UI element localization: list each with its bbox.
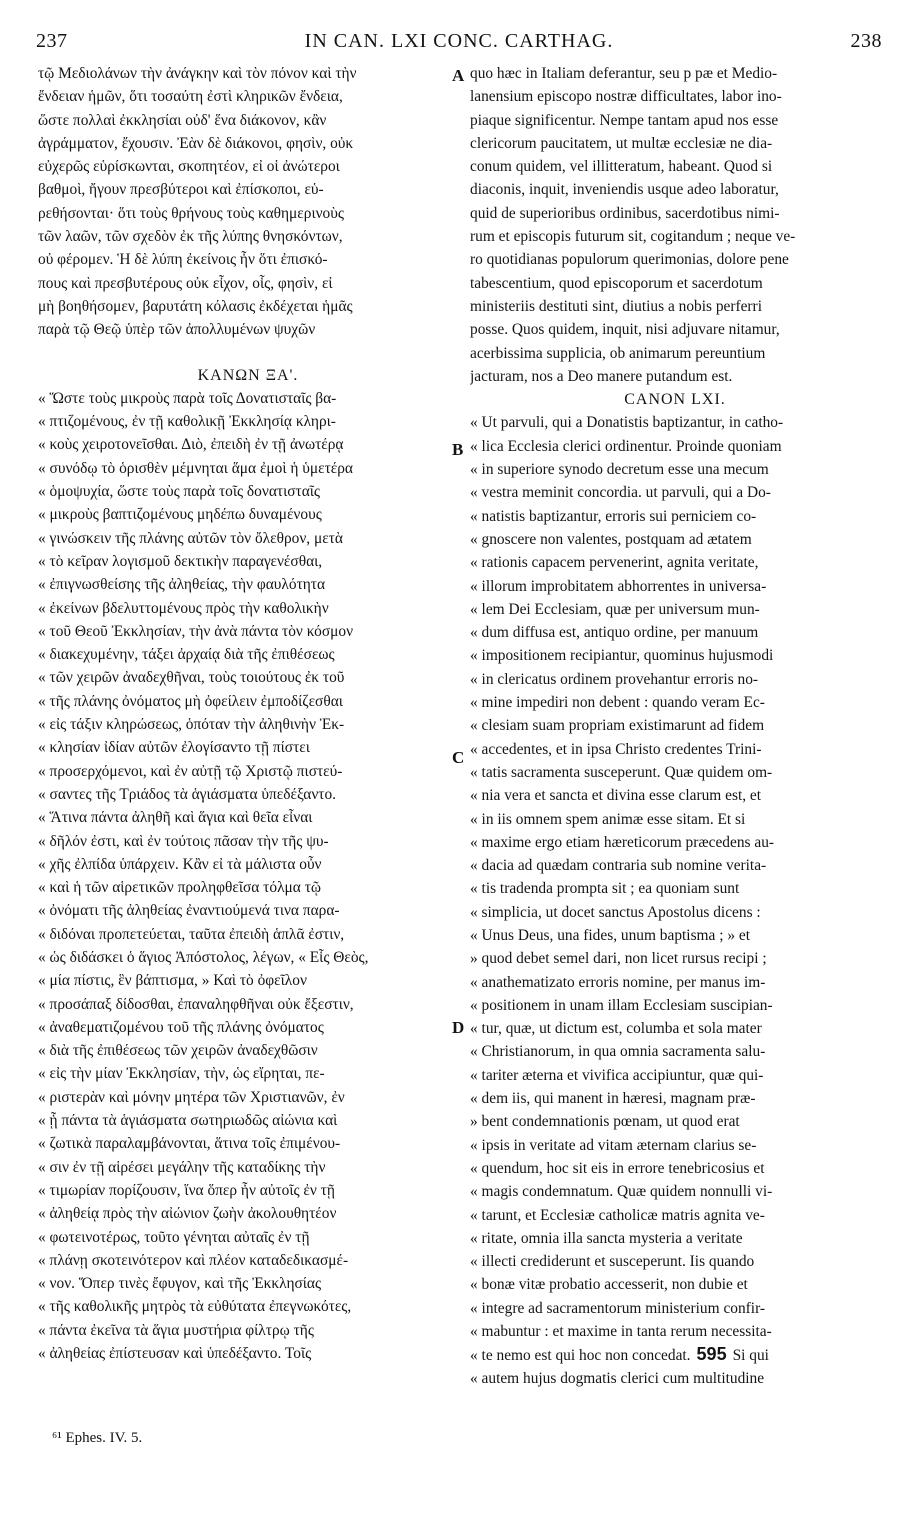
latin-text-line: « tur, quæ, ut dictum est, columba et sola mater [470,1020,762,1038]
margin-letter-b: B [452,440,464,459]
greek-text-line: « φωτεινοτέρως, τοῦτο γένηται αὐταῖς ἐν τῇ [38,1228,310,1246]
greek-text-line: « τιμωρίαν πορίζουσιν, ἵνα ὅπερ ἦν αὐτοῖς ἐν τῇ [38,1181,335,1199]
greek-text-line: « ζωτικὰ παραλαμβάνονται, ἅτινα τοῖς ἐπιμένου- [38,1135,341,1153]
latin-text-line: rum et episcopis futurum sit, cogitandum ; neque ve- [470,228,796,246]
greek-text-line: « προσάπαξ δίδοσθαι, ἐπαναληφθῆναι οὐκ ἔξεστιν, [38,995,354,1013]
greek-text-line: « νον. Ὅπερ τινὲς ἔφυγον, καὶ τῆς Ἐκκλησίας [38,1275,322,1293]
latin-text-line: clericorum paucitatem, ut multæ ecclesiæ ne dia- [470,134,773,152]
greek-text-line: « τὸ κεῖραν λογισμοῦ δεκτικὴν παραγενέσθαι, [38,552,323,570]
latin-text-line: « tatis sacramenta susceperunt. Quæ quidem om- [470,763,773,781]
greek-text-line: « δῆλόν ἐστι, καὶ ἐν τούτοις πᾶσαν τὴν τῆς ψυ- [38,832,329,850]
greek-text-line: « ἀναθεματιζομένου τοῦ τῆς πλάνης ὀνόματος [38,1018,324,1036]
greek-text-line: βαθμοὶ, ἤγουν πρεσβύτεροι καὶ ἐπίσκοποι, εὑ- [38,181,324,199]
page-number-left: 237 [36,30,68,52]
latin-text-line: » bent condemnationis pœnam, ut quod erat [470,1113,740,1131]
latin-text-line: « dum diffusa est, antiquo ordine, per manuum [470,624,759,642]
latin-text-line: « natistis baptizantur, erroris sui perniciem co- [470,507,757,525]
latin-text-line: » quod debet semel dari, non licet rursus recipi ; [470,950,767,968]
latin-text-line: « in clericatus ordinem provehantur erroris no- [470,670,759,688]
latin-text-line: « illorum improbitatem abhorrentes in universa- [470,577,767,595]
latin-text-line: « illecti crediderunt et susceperunt. Iis quando [470,1253,755,1271]
greek-text-line: « τῆς καθολικῆς μητρὸς τὰ εὐθύτατα ἐπεγνωκότες, [38,1298,352,1316]
greek-text-line: « κλησίαν ἰδίαν αὐτῶν ἐλογίσαντο τῇ πίστει [38,739,310,757]
latin-text-line: jacturam, nos a Deo manere putandum est. [470,367,733,385]
greek-text-line: ἔνδειαν ἡμῶν, ὅτι τοσαύτη ἐστὶ κληρικῶν ἔνδεια, [38,88,343,106]
latin-text-line: « lica Ecclesia clerici ordinentur. Proinde quoniam [470,437,782,455]
latin-text-line: « gnoscere non valentes, postquam ad ætatem [470,530,752,548]
latin-text-line: « mine impediri non debent : quando veram Ec- [470,694,765,712]
latin-text-line: « maxime ergo etiam hæreticorum præcedens au- [470,833,775,851]
greek-text-line [38,342,458,364]
greek-text-line: « διακεχυμένην, τάξει ἀρχαίᾳ διὰ τῆς ἐπιθέσεως [38,646,335,664]
latin-text-line: ro quotidianas populorum querimonias, dolore pene [470,251,789,269]
latin-text-line: diaconis, inquit, inveniendis usque adeo laboratur, [470,181,779,199]
greek-text-line: « ἐπιγνωσθείσης τῆς ἀληθείας, τὴν φαυλότητα [38,576,326,594]
greek-text-line: « πάντα ἐκεῖνα τὰ ἅγια μυστήρια φίλτρῳ τῆς [38,1321,314,1339]
latin-text-line: « positionem in unam illam Ecclesiam suscipian- [470,996,773,1014]
greek-text-line: « διὰ τῆς ἐπιθέσεως τῶν χειρῶν ἀναδεχθῶσιν [38,1042,318,1060]
greek-text-line: ἀγράμματον, ἔχουσιν. Ἐὰν δὲ διάκονοι, φησὶν, οὐκ [38,134,354,152]
latin-text-line [470,1343,880,1366]
greek-text-line: « ἀληθείᾳ πρὸς τὴν αἰώνιον ζωὴν ἀκολουθητέον [38,1205,337,1223]
latin-text-line: « Christianorum, in qua omnia sacramenta salu- [470,1043,766,1061]
greek-text-line: « γινώσκειν τῆς πλάνης αὐτῶν τὸν ὄλεθρον, μετὰ [38,529,343,547]
greek-text-line: « προσερχόμενοι, καὶ ἐν αὐτῇ τῷ Χριστῷ πιστεύ- [38,762,343,780]
greek-text-line: « σιν ἐν τῇ αἱρέσει μεγάλην τῆς καταδίκης τὴν [38,1158,326,1176]
latin-text-line: « magis condemnatum. Quæ quidem nonnulli vi- [470,1183,773,1201]
greek-text-line: ρεθήσονται· ὅτι τοὺς θρήνους τοὺς καθημερινοὺς [38,204,344,222]
greek-text-line: « ᾗ πάντα τὰ ἁγιάσματα σωτηριωδῶς αἰώνια καὶ [38,1112,338,1130]
latin-text-line: quid de superioribus ordinibus, sacerdotibus nimi- [470,204,780,222]
greek-text-line: « καὶ ἡ τῶν αἱρετικῶν προληφθεῖσα τόλμα τῷ [38,879,322,897]
latin-text-line: « nia vera et sancta et divina esse clarum est, et [470,787,762,805]
latin-text-line: « Unus Deus, una fides, unum baptisma ; » et [470,926,750,944]
greek-text-line: « τῆς πλάνης ὀνόματος μὴ ὀφείλειν ἐμποδίζεσθαι [38,692,343,710]
latin-text-line: tabescentium, quod episcoporum et sacerdotum [470,274,763,292]
greek-column [38,62,458,1365]
latin-text-line: « vestra meminit concordia. ut parvuli, qui a Do- [470,484,771,502]
greek-text-line: « ὀνόματι τῆς ἀληθείας ἐναντιούμενά τινα παρα- [38,902,340,920]
greek-text-line: « τῶν χειρῶν ἀναδεχθῆναι, τοὺς τοιούτους ἐκ τοῦ [38,669,345,687]
latin-text-line: « tarunt, et Ecclesiæ catholicæ matris agnita ve- [470,1206,765,1224]
latin-text-line: « bonæ vitæ probatio accesserit, non dubie et [470,1276,748,1294]
greek-text-line: « εἰς τὴν μίαν Ἐκκλησίαν, τὴν, ὡς εἴρηται, πε- [38,1065,325,1083]
latin-text-line: lanensium episcopo nostræ difficultates, labor ino- [470,88,782,106]
footnote: ⁶¹ Ephes. IV. 5. [52,1430,143,1446]
margin-letter-c: C [452,748,465,767]
latin-text-line: conum quidem, vel illitteratum, habeant. Quod si [470,158,773,176]
latin-text-line: « dem iis, qui manent in hæresi, magnam præ- [470,1090,756,1108]
greek-text-line: « συνόδῳ τὸ ὁρισθὲν μέμνηται ἅμα ἐμοὶ ἡ ὑμετέρα [38,459,353,477]
latin-text-line: quo hæc in Italiam deferantur, seu p pæ et Medio- [470,65,778,82]
latin-text-line: « Ut parvuli, qui a Donatistis baptizantur, in catho- [470,414,784,432]
greek-text-line: οὐ φέρομεν. Ἡ δὲ λύπη ἐκείνοις ἦν ὅτι ἐπισκό- [38,251,328,269]
greek-text-line: « μία πίστις, ἓν βάπτισμα, » Καὶ τὸ ὀφεῖλον [38,972,307,990]
greek-text-line: παρὰ τῷ Θεῷ ὑπὲρ τῶν ἀπολλυμένων ψυχῶν [38,321,316,339]
canon-heading-greek: ΚΑΝΩΝ ΞΑ'. [197,366,299,384]
greek-text-line: τῶν λαῶν, τῶν σχεδὸν ἐκ τῆς λύπης θνησκόντων, [38,228,343,246]
latin-text-line: « integre ad sacramentorum ministerium confir- [470,1299,766,1317]
latin-text-line: « tis tradenda prompta sit ; ea quoniam sunt [470,880,740,898]
latin-text-line: « simplicia, ut docet sanctus Apostolus dicens : [470,903,761,921]
latin-text-line: « in superiore synodo decretum esse una mecum [470,461,769,479]
latin-text-line: « anathematizato erroris nomine, per manus im- [470,973,766,991]
latin-text-line: « dacia ad quædam contraria sub nomine verita- [470,857,767,875]
latin-text-line: « accedentes, et in ipsa Christo credentes Trini- [470,740,762,758]
page-number-right: 238 [850,30,882,52]
page-header [36,30,882,60]
latin-line-tail: Si qui [732,1347,769,1365]
latin-text-line: « rationis capacem pervenerint, agnita veritate, [470,554,759,572]
greek-text-line: « πτιζομένους, ἐν τῇ καθολικῇ Ἐκκλησίᾳ κληρι- [38,413,336,431]
latin-text-line: « autem hujus dogmatis clerici cum multitudine [470,1369,765,1387]
greek-text-line: « διδόναι προπετεύεται, ταῦτα ἐπειδὴ ἁπλᾶ ἐστιν, [38,925,345,943]
latin-text-line: « ritate, omnia illa sancta mysteria a veritate [470,1229,743,1247]
greek-text-line: « ὡς διδάσκει ὁ ἅγιος Ἀπόστολος, λέγων, « Εἷς Θεὸς, [38,948,369,966]
greek-text-line: « κοὺς χειροτονεῖσθαι. Διὸ, ἐπειδὴ ἐν τῇ ἀνωτέρᾳ [38,436,344,454]
latin-text-line: ministeriis destituti sint, diutius a nobis perferri [470,297,762,315]
latin-text-line: « lem Dei Ecclesiam, quæ per universum mun- [470,600,760,618]
latin-text-line: « quendum, hoc sit eis in errore tenebricosius et [470,1159,765,1177]
latin-text-line: « clesiam suam propriam existimarunt ad fidem [470,717,765,735]
greek-text-line: « Ἅτινα πάντα ἀληθῆ καὶ ἅγια καὶ θεῖα εἶναι [38,809,313,827]
latin-line-main: « te nemo est qui hoc non concedat. [470,1347,691,1365]
canon-heading-latin: CANON LXI. [624,391,726,409]
greek-text-line: « ριστερὰν καὶ μόνην μητέρα τῶν Χριστιανῶν, ἐν [38,1088,345,1106]
latin-text-line: « impositionem recipiantur, quominus hujusmodi [470,647,774,665]
latin-column [470,62,880,1390]
greek-text-line: ὥστε πολλαὶ ἐκκλησίαι οὐδ' ἕνα διάκονον, κἂν [38,111,327,129]
greek-text-line: πους καὶ πρεσβυτέρους οὐκ εἶχον, οἷς, φησὶν, εἰ [38,274,333,292]
margin-letter-a: A [452,66,465,85]
running-title: IN CAN. LXI CONC. CARTHAG. [304,30,614,52]
greek-text-line: « ἀληθείας ἐπίστευσαν καὶ ὑπεδέξαντο. Τοῖς [38,1345,312,1363]
greek-text-line: « Ὥστε τοὺς μικροὺς παρὰ τοῖς Δονατισταῖς βα- [38,389,337,407]
greek-text-line: « πλάνῃ σκοτεινότερον καὶ πλέον καταδεδικασμέ- [38,1251,349,1269]
column-number: 595 [696,1344,727,1365]
margin-letter-d: D [452,1018,465,1037]
latin-text-line: « mabuntur : et maxime in tanta rerum necessita- [470,1323,772,1341]
greek-text-line: εὐχερῶς εὑρίσκωνται, σκοπητέον, εἰ οἱ ἀνώτεροι [38,158,340,176]
latin-text-line: posse. Quos quidem, inquit, nisi adjuvare nitamur, [470,321,780,339]
greek-text-line: « χῆς ἐλπίδα ὑπάρχειν. Κἂν εἰ τὰ μάλιστα οὖν [38,855,322,873]
latin-text-line: « tariter æterna et vivifica accipiuntur, quæ qui- [470,1066,764,1084]
greek-text-line: « ὁμοψυχία, ὥστε τοὺς παρὰ τοῖς δονατισταῖς [38,483,320,501]
greek-text-line: τῷ Μεδιολάνων τὴν ἀνάγκην καὶ τὸν πόνον καὶ τὴν [38,65,357,82]
greek-text-line: « μικροὺς βαπτιζομένους μηδέπω δυναμένους [38,506,322,524]
latin-text-line: piaque significentur. Nempe tantam apud nos esse [470,111,779,129]
greek-text-line: « σαντες τῆς Τριάδος τὰ ἁγιάσματα ὑπεδέξαντο. [38,785,337,803]
latin-text-line: acerbissima supplicia, ob animarum pereuntium [470,344,766,362]
latin-text-line: « in iis omnem spem animæ esse sitam. Et si [470,810,746,828]
greek-text-line: μὴ βοηθήσομεν, βαρυτάτη κόλασις ἐκδέχεται ἡμᾶς [38,297,353,315]
greek-text-line: « ἐκείνων βδελυττομένους πρὸς τὴν καθολικὴν [38,599,329,617]
greek-text-line: « τοῦ Θεοῦ Ἐκκλησίαν, τὴν ἀνὰ πάντα τὸν κόσμον [38,622,354,640]
greek-text-line: « εἰς τάξιν κληρώσεως, ὁπόταν τὴν ἀληθινὴν Ἐκ- [38,716,345,734]
latin-text-line: « ipsis in veritate ad vitam æternam clarius se- [470,1136,757,1154]
